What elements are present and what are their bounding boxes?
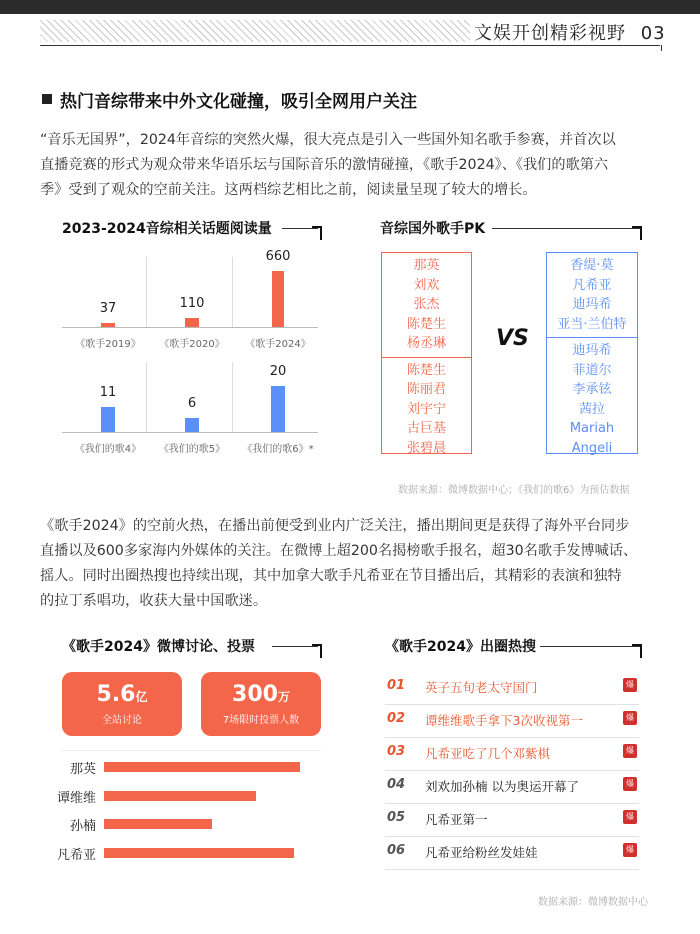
- hot-text: 刘欢加孙楠 以为奥运开幕了: [425, 779, 579, 794]
- bar-category-label-0-1: 《歌手2020》: [159, 339, 225, 350]
- hot-text: 谭维维歌手拿下3次收视第一: [425, 713, 583, 728]
- hot-text: 凡希亚第一: [425, 812, 488, 827]
- body-line-1: 《歌手2024》的空前火热，在播出前便受到业内广泛关注，播出期间更是获得了海外平台同步: [40, 518, 630, 534]
- bar-category-label-0-0: 《歌手2019》: [75, 339, 141, 350]
- body-line-2: 直播以及600多家海内外媒体的关注。在微博上超200名揭榜歌手报名，超30名歌手发博喊话、: [40, 543, 638, 559]
- stat-discussion-value: 5.6: [96, 682, 136, 707]
- stat-discussion-unit: 亿: [135, 690, 148, 704]
- intro-line-1: “音乐无国界”，2024年音综的突然火爆，很大亮点是引入一些国外知名歌手参赛，并首次以: [40, 132, 616, 148]
- pk-singer-name: 迪玛希: [572, 297, 612, 312]
- intro-line-3: 季》受到了观众的空前关注。这两档综艺相比之前，阅读量呈现了较大的增长。: [40, 182, 537, 198]
- pk-singer-name: 陈楚生: [406, 316, 446, 332]
- stat-votes-label: 7场限时投票人数: [222, 715, 300, 726]
- pk-singer-name: Angeli: [571, 440, 613, 456]
- stat-votes-unit: 万: [277, 690, 290, 704]
- source-note-1: 数据来源：微博数据中心；《我们的歌6》为预估数据: [398, 485, 630, 496]
- hot-badge-icon: 爆: [623, 678, 637, 692]
- hbar-label-0: 那英: [69, 762, 96, 777]
- pk-singer-name: 刘宇宁: [406, 401, 446, 417]
- pk-singer-name: 刘欢: [413, 277, 440, 293]
- stat-discussion-label: 全站讨论: [102, 715, 142, 726]
- hbar-label-1: 谭维维: [56, 790, 96, 806]
- bar-value-label-0-0: 37: [99, 301, 117, 316]
- pk-singer-name: 陈楚生: [406, 362, 446, 378]
- bar-category-label-1-0: 《我们的歌4》: [74, 444, 142, 455]
- pk-singer-name: 张碧晨: [406, 440, 446, 456]
- hot-row-divider: [385, 869, 639, 870]
- pk-singer-name: 亚当·兰伯特: [557, 316, 627, 332]
- stat-votes-value: 300: [232, 682, 278, 707]
- intro-line-2: 直播竞赛的形式为观众带来华语乐坛与国际音乐的激情碰撞，《歌手2024》、《我们的歌第六: [40, 157, 609, 173]
- hot-badge-icon: 爆: [623, 711, 637, 725]
- hot-search-item[interactable]: [385, 738, 639, 771]
- hot-search-item[interactable]: [385, 771, 639, 804]
- page-number: 03: [640, 23, 666, 44]
- bar-value-label-0-2: 660: [265, 249, 291, 264]
- pk-singer-name: 李承铉: [572, 382, 612, 397]
- hot-badge-icon: 爆: [623, 843, 637, 857]
- hot-text: 凡希亚给粉丝发娃娃: [425, 845, 538, 860]
- hot-title: 《歌手2024》出圈热搜: [385, 639, 536, 655]
- pk-singer-name: 张杰: [413, 297, 440, 312]
- hot-badge-icon: 爆: [623, 810, 637, 824]
- section-heading: 热门音综带来中外文化碰撞，吸引全网用户关注: [60, 92, 417, 112]
- hot-search-item[interactable]: [385, 804, 639, 837]
- bar-category-label-0-2: 《歌手2024》: [245, 339, 311, 350]
- reading-chart-title: 2023-2024音综相关话题阅读量: [62, 221, 272, 237]
- hot-rank: 06: [387, 843, 406, 858]
- pk-singer-name: 菲道尔: [572, 362, 612, 378]
- hbar-label-3: 凡希亚: [56, 847, 96, 863]
- body-line-3: 摇人。同时出圈热搜也持续出现，其中加拿大歌手凡希亚在节目播出后，其精彩的表演和独特: [40, 568, 622, 584]
- hot-rank: 04: [387, 777, 406, 792]
- source-note-2: 数据来源：微博数据中心: [538, 897, 648, 908]
- pk-singer-name: 茜拉: [578, 401, 605, 417]
- pk-singer-name: Mariah: [569, 421, 615, 436]
- pk-singer-name: 那英: [413, 258, 440, 273]
- weibo-chart-title: 《歌手2024》微博讨论、投票: [62, 639, 255, 655]
- hbar-0: [104, 762, 300, 772]
- hot-badge-icon: 爆: [623, 744, 637, 758]
- hot-text: 英子五旬老太守国门: [425, 680, 538, 695]
- hot-rank: 02: [387, 711, 406, 726]
- hot-search-list: [385, 672, 639, 870]
- hot-badge-icon: 爆: [623, 777, 637, 791]
- pk-singer-name: 迪玛希: [572, 343, 612, 358]
- hot-search-item[interactable]: [385, 705, 639, 738]
- hbar-1: [104, 791, 256, 801]
- hot-rank: 05: [387, 810, 406, 825]
- hbar-2: [104, 819, 212, 829]
- pk-singer-name: 香缇·莫: [570, 258, 614, 273]
- hot-rank: 01: [387, 678, 406, 693]
- hot-corner: [632, 644, 642, 658]
- hot-search-item[interactable]: [385, 672, 639, 705]
- header-title-text: 文娱开创精彩视野: [474, 23, 626, 44]
- hot-title-rule: [540, 646, 640, 647]
- body-line-4: 的拉丁系唱功，收获大量中国歌迷。: [40, 593, 268, 609]
- bar-category-label-1-2: 《我们的歌6》*: [242, 444, 314, 455]
- hot-rank: 03: [387, 744, 406, 759]
- pk-title: 音综国外歌手PK: [380, 221, 486, 237]
- hbar-3: [104, 848, 294, 858]
- pk-singer-name: 陈丽君: [406, 382, 446, 397]
- vs-label: VS: [496, 326, 529, 351]
- pk-singer-name: 古巨基: [406, 421, 446, 436]
- pk-singer-name: 杨丞琳: [406, 336, 446, 351]
- bar-value-label-0-1: 110: [179, 296, 205, 311]
- bar-value-label-1-2: 20: [269, 364, 287, 379]
- hbar-label-2: 孙楠: [69, 819, 96, 834]
- pk-singer-name: 凡希亚: [572, 277, 612, 293]
- hot-search-item[interactable]: [385, 837, 639, 870]
- bar-value-label-1-0: 11: [99, 385, 117, 400]
- hot-text: 凡希亚吃了几个邓紫棋: [425, 746, 551, 761]
- bar-category-label-1-1: 《我们的歌5》: [158, 444, 226, 455]
- bar-value-label-1-1: 6: [187, 396, 197, 411]
